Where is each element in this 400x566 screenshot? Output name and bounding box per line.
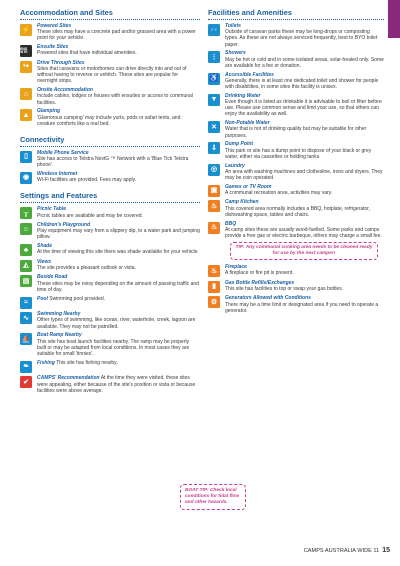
legend-item-glamping bbox=[20, 108, 200, 127]
legend-item-showers bbox=[208, 50, 384, 69]
legend-item-title: Shade bbox=[37, 243, 53, 250]
legend-item-desc: At the time they were visited, these sites were appealing, either because of the site's position or vista or because facilities were above average. bbox=[37, 375, 196, 394]
legend-item-accessible-facilities bbox=[208, 72, 384, 91]
legend-item-title: Beside Road bbox=[37, 274, 68, 281]
legend-item-bbq bbox=[208, 221, 384, 240]
shade-icon: ♣ bbox=[20, 244, 32, 256]
legend-item-desc: Include cabins, lodges or houses with ensuites or access to communal facilities. bbox=[37, 93, 193, 106]
legend-item-beside-road bbox=[20, 274, 200, 293]
gas-bottle-refills-icon: ▮ bbox=[208, 281, 220, 293]
tip-callout-boat: BOAT TIP: Check local conditions for tidal flow and other hazards. bbox=[180, 484, 246, 510]
legend-item-desc: These sites may have a concrete pad and/or grassed area with a power point for your vehicle. bbox=[37, 29, 196, 42]
legend-item-title: Non-Potable Water bbox=[225, 120, 270, 127]
swimming-nearby-icon: ∿ bbox=[20, 312, 32, 324]
legend-item-title: Showers bbox=[225, 50, 246, 57]
legend-item-title: Onsite Accommodation bbox=[37, 87, 93, 94]
beside-road-icon: ▤ bbox=[20, 275, 32, 287]
legend-item-views bbox=[20, 259, 200, 272]
fireplace-icon: ♨ bbox=[208, 265, 220, 277]
legend-item-drive-through-sites bbox=[20, 60, 200, 85]
legend-item-desc: This park or site has a dump point to dispose of your black or grey water, either via cassettes or holding tanks. bbox=[225, 147, 372, 160]
section-title-settings-features: Settings and Features bbox=[20, 191, 98, 201]
legend-item-ensuite-sites bbox=[20, 44, 200, 57]
legend-item-desc: Site has access to Telstra NextG ™ Network with a 'Blue Tick Telstra phone'. bbox=[37, 155, 189, 169]
legend-item-shade bbox=[20, 243, 200, 256]
legend-item-non-potable-water bbox=[208, 120, 384, 139]
legend-item-desc: There may be a time limit or designated area if you need to operate a generator. bbox=[225, 301, 379, 314]
legend-item-title: Powered Sites bbox=[37, 23, 72, 29]
legend-item-swimming-nearby bbox=[20, 311, 200, 330]
legend-item-desc: At the time of viewing this site there was shade available for your vehicle. bbox=[37, 249, 199, 256]
legend-item-desc: Even though it is listed as drinkable it is advisable to boil or filter before use. Please use common sense and limit your use, so that others can enjoy the availability as well. bbox=[225, 99, 382, 118]
legend-item-boat-ramp-nearby bbox=[20, 332, 200, 357]
legend-item-childrens-playground bbox=[20, 222, 200, 241]
section-title-accommodation: Accommodation and Sites bbox=[20, 8, 113, 17]
legend-item-title: Swimming Nearby bbox=[37, 311, 81, 318]
settings-features-list bbox=[20, 206, 200, 394]
legend-item-title: Generators Allowed with Conditions bbox=[225, 295, 311, 302]
connectivity-list bbox=[20, 150, 200, 184]
legend-item-desc: Wi-Fi facilities are provided. Fees may apply. bbox=[37, 177, 137, 184]
legend-item-desc: This site has facilities to top or swap your gas bottles. bbox=[225, 286, 344, 293]
legend-item-desc: Swimming pool provided. bbox=[49, 295, 106, 302]
legend-item-title: Ensuite Sites bbox=[37, 44, 69, 51]
legend-item-desc: Water that is not of drinking quality but may be suitable for other purposes. bbox=[225, 126, 367, 139]
legend-item-desc: Picnic tables are available and may be covered. bbox=[37, 212, 143, 219]
non-potable-water-icon: ✕ bbox=[208, 121, 220, 133]
facilities-list bbox=[208, 23, 384, 239]
drive-through-sites-icon: ↪ bbox=[20, 61, 32, 73]
legend-item-desc: These sites may be noisy depending on the amount of passing traffic and time of day. bbox=[37, 280, 199, 293]
legend-item-powered-sites bbox=[20, 23, 200, 42]
section-title-connectivity: Connectivity bbox=[20, 134, 65, 144]
legend-item-title: BBQ bbox=[225, 220, 237, 227]
legend-item-desc: Generally, there is at least one dedicated toilet and shower for people with disabilities, in some sites this facility is unisex. bbox=[225, 77, 379, 91]
laundry-icon: ◎ bbox=[208, 164, 220, 176]
picnic-table-icon: ╥ bbox=[20, 207, 32, 219]
legend-item-desc: At camp sites these are usually wood-fuelled. Some parks and camps provide a free gas or electric barbeque, others may charge a small fee. bbox=[225, 226, 382, 240]
drinking-water-icon: ▼ bbox=[208, 94, 220, 106]
legend-item-camps-recommendation bbox=[20, 375, 200, 394]
childrens-playground-icon: ☺ bbox=[20, 223, 32, 235]
footer-publication-text: CAMPS AUSTRALIA WIDE 11 bbox=[303, 548, 380, 554]
accommodation-list bbox=[20, 23, 200, 127]
legend-item-desc: The site provides a pleasant outlook or vista. bbox=[37, 265, 136, 271]
onsite-accommodation-icon: ⌂ bbox=[20, 88, 32, 100]
legend-item-desc: This site has fishing nearby. bbox=[56, 359, 118, 366]
mobile-phone-service-icon: ▯ bbox=[20, 151, 32, 163]
generators-allowed-icon: ⚙ bbox=[208, 296, 220, 308]
accessible-facilities-icon: ♿ bbox=[208, 73, 220, 85]
glamping-icon: ▲ bbox=[20, 109, 32, 121]
right-column bbox=[208, 8, 384, 317]
ensuite-sites-icon: ENS SITE bbox=[20, 45, 32, 57]
legend-item-desc: This covered area normally includes a BBQ, hotplate, refrigerator, dishwashing space, tables and chairs. bbox=[225, 205, 371, 218]
legend-item-desc: Sites that caravans or motorhomes can drive directly into and out of without having to reverse or unhitch. These sites are popular for overnight stops. bbox=[37, 66, 187, 85]
legend-item-games-tv-room bbox=[208, 184, 384, 197]
camp-kitchen-icon: ♨ bbox=[208, 200, 220, 212]
page-edge-tab bbox=[388, 0, 400, 38]
legend-item-picnic-table bbox=[20, 206, 200, 219]
legend-item-title: Games or TV Room bbox=[225, 183, 272, 190]
games-tv-room-icon: ▣ bbox=[208, 185, 220, 197]
legend-item-desc: Outside of caravan parks these may be long-drops or composting types. As these are not always serviced frequently, best to BYO toilet paper. bbox=[225, 29, 378, 48]
legend-item-title: Wireless Internet bbox=[37, 170, 78, 177]
dump-point-icon: ⇩ bbox=[208, 142, 220, 154]
legend-item-fishing bbox=[20, 360, 200, 373]
legend-item-generators-allowed bbox=[208, 295, 384, 314]
legend-item-title: Mobile Phone Service bbox=[37, 149, 89, 156]
legend-item-title: CAMPS' Recommendation bbox=[37, 375, 100, 382]
legend-item-dump-point bbox=[208, 141, 384, 160]
legend-item-desc: Powered sites that have individual amenities. bbox=[37, 50, 137, 57]
legend-item-title: Drinking Water bbox=[225, 92, 261, 99]
legend-item-desc: A communal recreation area, activities may vary. bbox=[225, 190, 333, 197]
section-divider bbox=[20, 202, 200, 203]
bbq-icon: ♨ bbox=[208, 222, 220, 234]
wireless-internet-icon: ◉ bbox=[20, 172, 32, 184]
camps-recommendation-icon: ✔ bbox=[20, 376, 32, 388]
legend-item-title: Fishing bbox=[37, 359, 55, 366]
legend-item-title: Fireplace bbox=[225, 264, 247, 271]
legend-item-desc: 'Glamorous camping' may include yurts, pods or safari tents, and creature comforts like a real bed. bbox=[37, 114, 181, 127]
legend-item-desc: A fireplace or fire pit is present. bbox=[225, 270, 294, 277]
legend-item-title: Boat Ramp Nearby bbox=[37, 332, 82, 339]
legend-item-title: Glamping bbox=[37, 108, 61, 115]
section-divider bbox=[20, 146, 200, 147]
legend-item-onsite-accommodation bbox=[20, 87, 200, 106]
legend-item-title: Toilets bbox=[225, 23, 241, 29]
showers-icon: ⋮ bbox=[208, 51, 220, 63]
legend-item-mobile-phone-service bbox=[20, 150, 200, 169]
legend-item-camp-kitchen bbox=[208, 199, 384, 218]
legend-item-desc: An area with washing machines and clothesline, irons and dryers. They may be coin operated. bbox=[225, 168, 383, 182]
fishing-icon: ❧ bbox=[20, 361, 32, 373]
views-icon: ◭ bbox=[20, 260, 32, 272]
left-column bbox=[20, 8, 200, 397]
pool-icon: ≈ bbox=[20, 297, 32, 309]
legend-item-fireplace bbox=[208, 264, 384, 277]
legend-item-desc: May be hot or cold and in some isolated areas, solar-heated only. Some are available for a fee or donation. bbox=[225, 56, 384, 69]
legend-item-title: Children's Playground bbox=[37, 222, 91, 228]
legend-item-desc: Other types of swimming, like ocean, river, waterhole, creek, lagoon are available. They may not be patrolled. bbox=[37, 317, 196, 330]
legend-item-title: Views bbox=[37, 258, 51, 265]
legend-item-title: Laundry bbox=[225, 162, 245, 169]
legend-item-title: Gas Bottle Refills/Exchanges bbox=[225, 279, 295, 286]
facilities-list-continued bbox=[208, 264, 384, 314]
legend-item-laundry bbox=[208, 163, 384, 182]
section-divider bbox=[20, 19, 200, 20]
page-footer bbox=[280, 547, 390, 554]
page-number: 15 bbox=[382, 547, 390, 554]
powered-sites-icon: ⚡ bbox=[20, 24, 32, 36]
legend-item-drinking-water bbox=[208, 93, 384, 118]
legend-item-toilets bbox=[208, 23, 384, 48]
legend-item-gas-bottle-refills bbox=[208, 280, 384, 293]
legend-item-title: Dump Point bbox=[225, 141, 254, 148]
legend-item-pool bbox=[20, 296, 200, 309]
legend-item-desc: This site has boat launch facilities nearby. The ramp may be properly built or may be adapted from local conditions. In most cases they are suitable for small 'tinnies'. bbox=[37, 338, 190, 357]
legend-item-title: Accessible Facilities bbox=[225, 71, 274, 78]
tip-callout-communal-cooking: TIP: Any communal cooking area needs to be cleaned ready for use by the next camper! bbox=[230, 242, 378, 260]
toilets-icon: ♂♀ bbox=[208, 24, 220, 36]
legend-item-wireless-internet bbox=[20, 171, 200, 184]
section-title-facilities: Facilities and Amenities bbox=[208, 8, 292, 17]
legend-item-title: Pool bbox=[37, 295, 48, 302]
section-divider bbox=[208, 19, 384, 20]
legend-item-title: Drive Through Sites bbox=[37, 59, 85, 66]
legend-item-desc: Play equipment may vary from a slippery dip, to a water park and jumping pillow. bbox=[37, 228, 200, 241]
boat-ramp-nearby-icon: ⛵ bbox=[20, 333, 32, 345]
legend-item-title: Camp Kitchen bbox=[225, 199, 259, 206]
legend-item-title: Picnic Table bbox=[37, 206, 66, 213]
